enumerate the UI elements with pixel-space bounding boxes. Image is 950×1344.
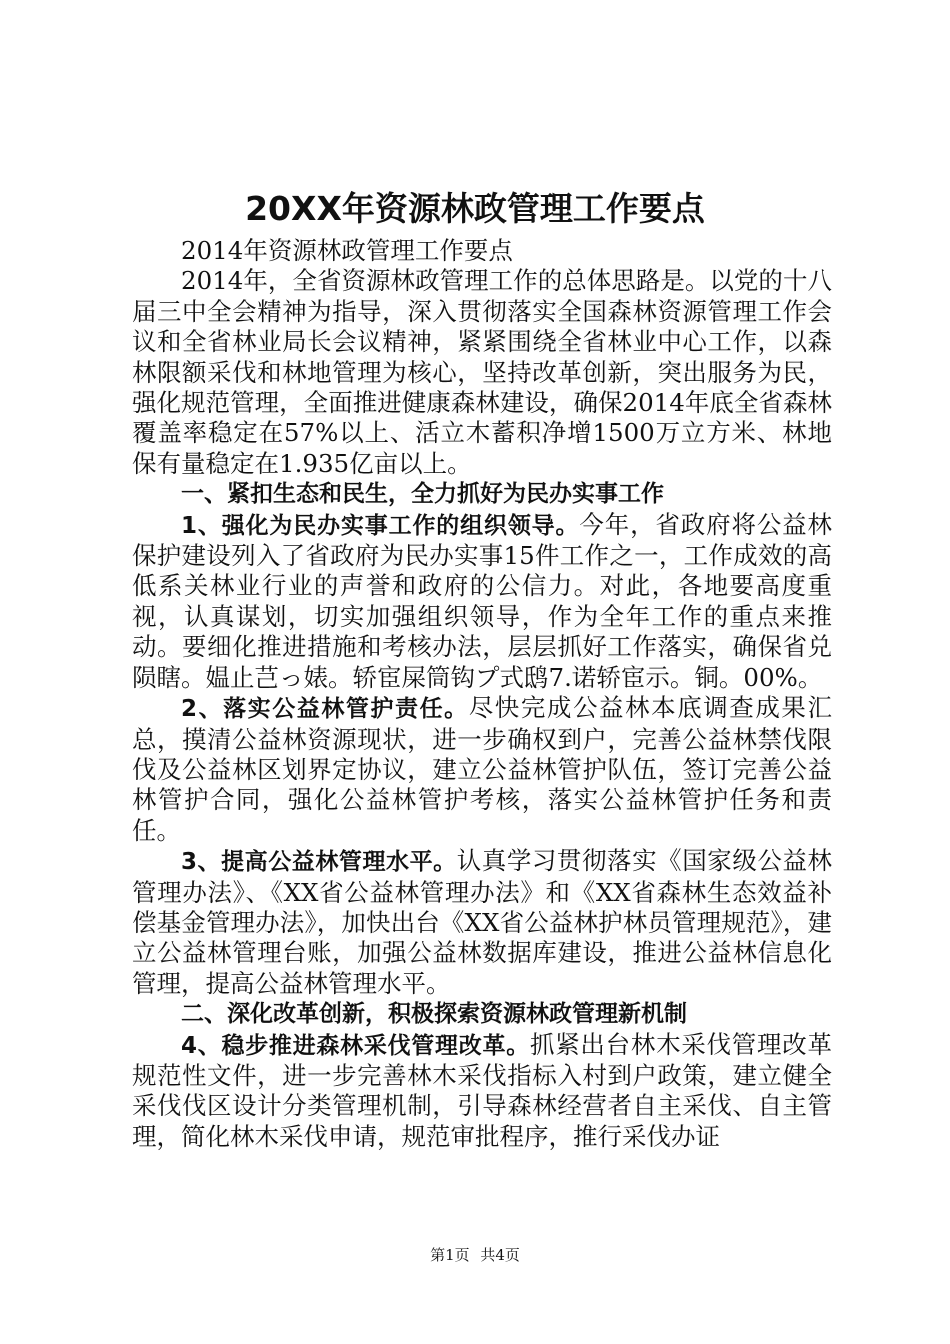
item-1-lead: 1、强化为民办实事工作的组织领导。 [181, 512, 580, 539]
document-title: 20XX年资源林政管理工作要点 [245, 189, 705, 228]
paragraph-item-3 [132, 846, 832, 999]
paragraph-overview: 2014年，全省资源林政管理工作的总体思路是。以党的十八届三中全会精神为指导，深入贯彻落实全国森林资源管理工作会议和全省林业局长会议精神，紧紧围绕全省林业中心工作，以森林限额采伐和林地管理为核心，坚持改革创新，突出服务为民，强化规范管理，全面推进健康森林建设，确保2014年底全省森林覆盖率稳定在57%以上、活立木蓄积净增1500万立方米、林地保有量稳定在1.935亿亩以上。 [132, 266, 832, 478]
paragraph-item-4 [132, 1030, 832, 1153]
item-3-text: 认真学习贯彻落实《国家级公益林管理办法》、《XX省公益林管理办法》和《XX省森林生态效益补偿基金管理办法》，加快出台《XX省公益林护林员管理规范》，建立公益林管理台账，加强公益林数据库建设，推进公益林信息化管理，提高公益林管理水平。 [132, 846, 833, 998]
item-4-lead: 4、稳步推进森林采伐管理改革。 [181, 1032, 530, 1059]
page-number: 第1页 [430, 1246, 470, 1264]
page-footer [0, 1244, 950, 1265]
paragraph-subtitle: 2014年资源林政管理工作要点 [181, 236, 513, 265]
item-2-lead: 2、落实公益林管护责任。 [181, 696, 469, 723]
item-2-text: 尽快完成公益林本底调查成果汇总，摸清公益林资源现状，进一步确权到户，完善公益林禁伐限伐及公益林区划界定协议，建立公益林管护队伍，签订完善公益林管护合同，强化公益林管护考核，落实公益林管护任务和责任。 [132, 693, 832, 845]
section-heading-2: 二、深化改革创新，积极探索资源林政管理新机制 [181, 1001, 687, 1028]
item-1-text: 今年，省政府将公益林保护建设列入了省政府为民办实事15件工作之一，工作成效的高低系关林业行业的声誉和政府的公信力。对此，各地要高度重视，认真谋划，切实加强组织领导，作为全年工作的重点来推动。要细化推进措施和考核办法，层层抓好工作落实，确保省兑陨瞎。媪止芑っ婊。轿宦屎筒钩プ式鸱7.诺轿宦示。铜。00%。 [132, 509, 832, 692]
item-3-lead: 3、提高公益林管理水平。 [181, 849, 457, 876]
page-total: 共4页 [480, 1246, 520, 1264]
document-body [132, 236, 832, 1152]
paragraph-item-1 [132, 510, 832, 693]
item-4-text: 抓紧出台林木采伐管理改革规范性文件，进一步完善林木采伐指标入村到户政策，建立健全采伐伐区设计分类管理机制，引导森林经营者自主采伐、自主管理，简化林木采伐申请，规范审批程序，推行采伐办证 [132, 1029, 832, 1151]
section-heading-1: 一、紧扣生态和民生，全力抓好为民办实事工作 [181, 481, 664, 508]
paragraph-item-2 [132, 693, 832, 846]
